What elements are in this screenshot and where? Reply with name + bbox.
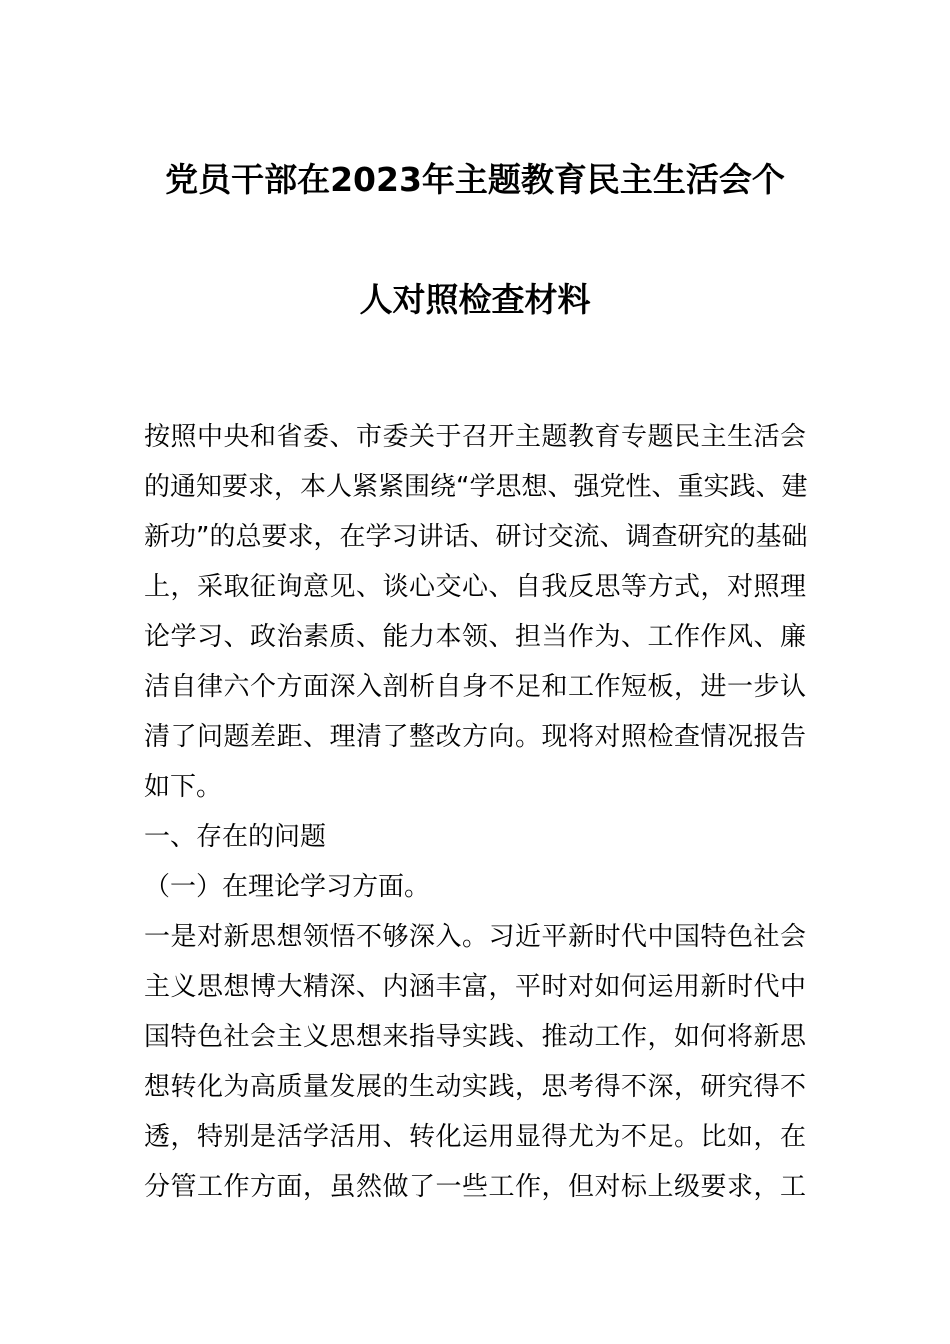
body-line-13: 国特色社会主义思想来指导实践、推动工作，如何将新思: [144, 1022, 806, 1052]
body-line-12: 主义思想博大精深、内涵丰富，平时对如何运用新时代中: [144, 972, 806, 1002]
body-line-5: 论学习、政治素质、能力本领、担当作为、工作作风、廉: [144, 622, 806, 652]
body-line-2: 的通知要求，本人紧紧围绕“学思想、强党性、重实践、建: [144, 472, 808, 502]
document-title-line-2: 人对照检查材料: [359, 280, 591, 319]
body-line-1: 按照中央和省委、市委关于召开主题教育专题民主生活会: [144, 422, 806, 452]
body-line-11: 一是对新思想领悟不够深入。习近平新时代中国特色社会: [144, 922, 806, 952]
body-line-15: 透，特别是活学活用、转化运用显得尤为不足。比如，在: [144, 1122, 806, 1152]
body-line-14: 想转化为高质量发展的生动实践，思考得不深，研究得不: [144, 1072, 806, 1102]
body-line-3: 新功”的总要求，在学习讲话、研讨交流、调查研究的基础: [144, 522, 808, 552]
subsection-heading: （一）在理论学习方面。: [144, 872, 431, 902]
body-line-6: 洁自律六个方面深入剖析自身不足和工作短板，进一步认: [144, 672, 806, 702]
body-line-8: 如下。: [144, 772, 223, 802]
document-title-line-1: 党员干部在2023年主题教育民主生活会个: [165, 160, 785, 199]
body-line-7: 清了问题差距、理清了整改方向。现将对照检查情况报告: [144, 722, 806, 752]
body-line-4: 上，采取征询意见、谈心交心、自我反思等方式，对照理: [144, 572, 806, 602]
body-line-16: 分管工作方面，虽然做了一些工作，但对标上级要求，工: [144, 1172, 806, 1202]
section-heading: 一、存在的问题: [144, 822, 327, 852]
